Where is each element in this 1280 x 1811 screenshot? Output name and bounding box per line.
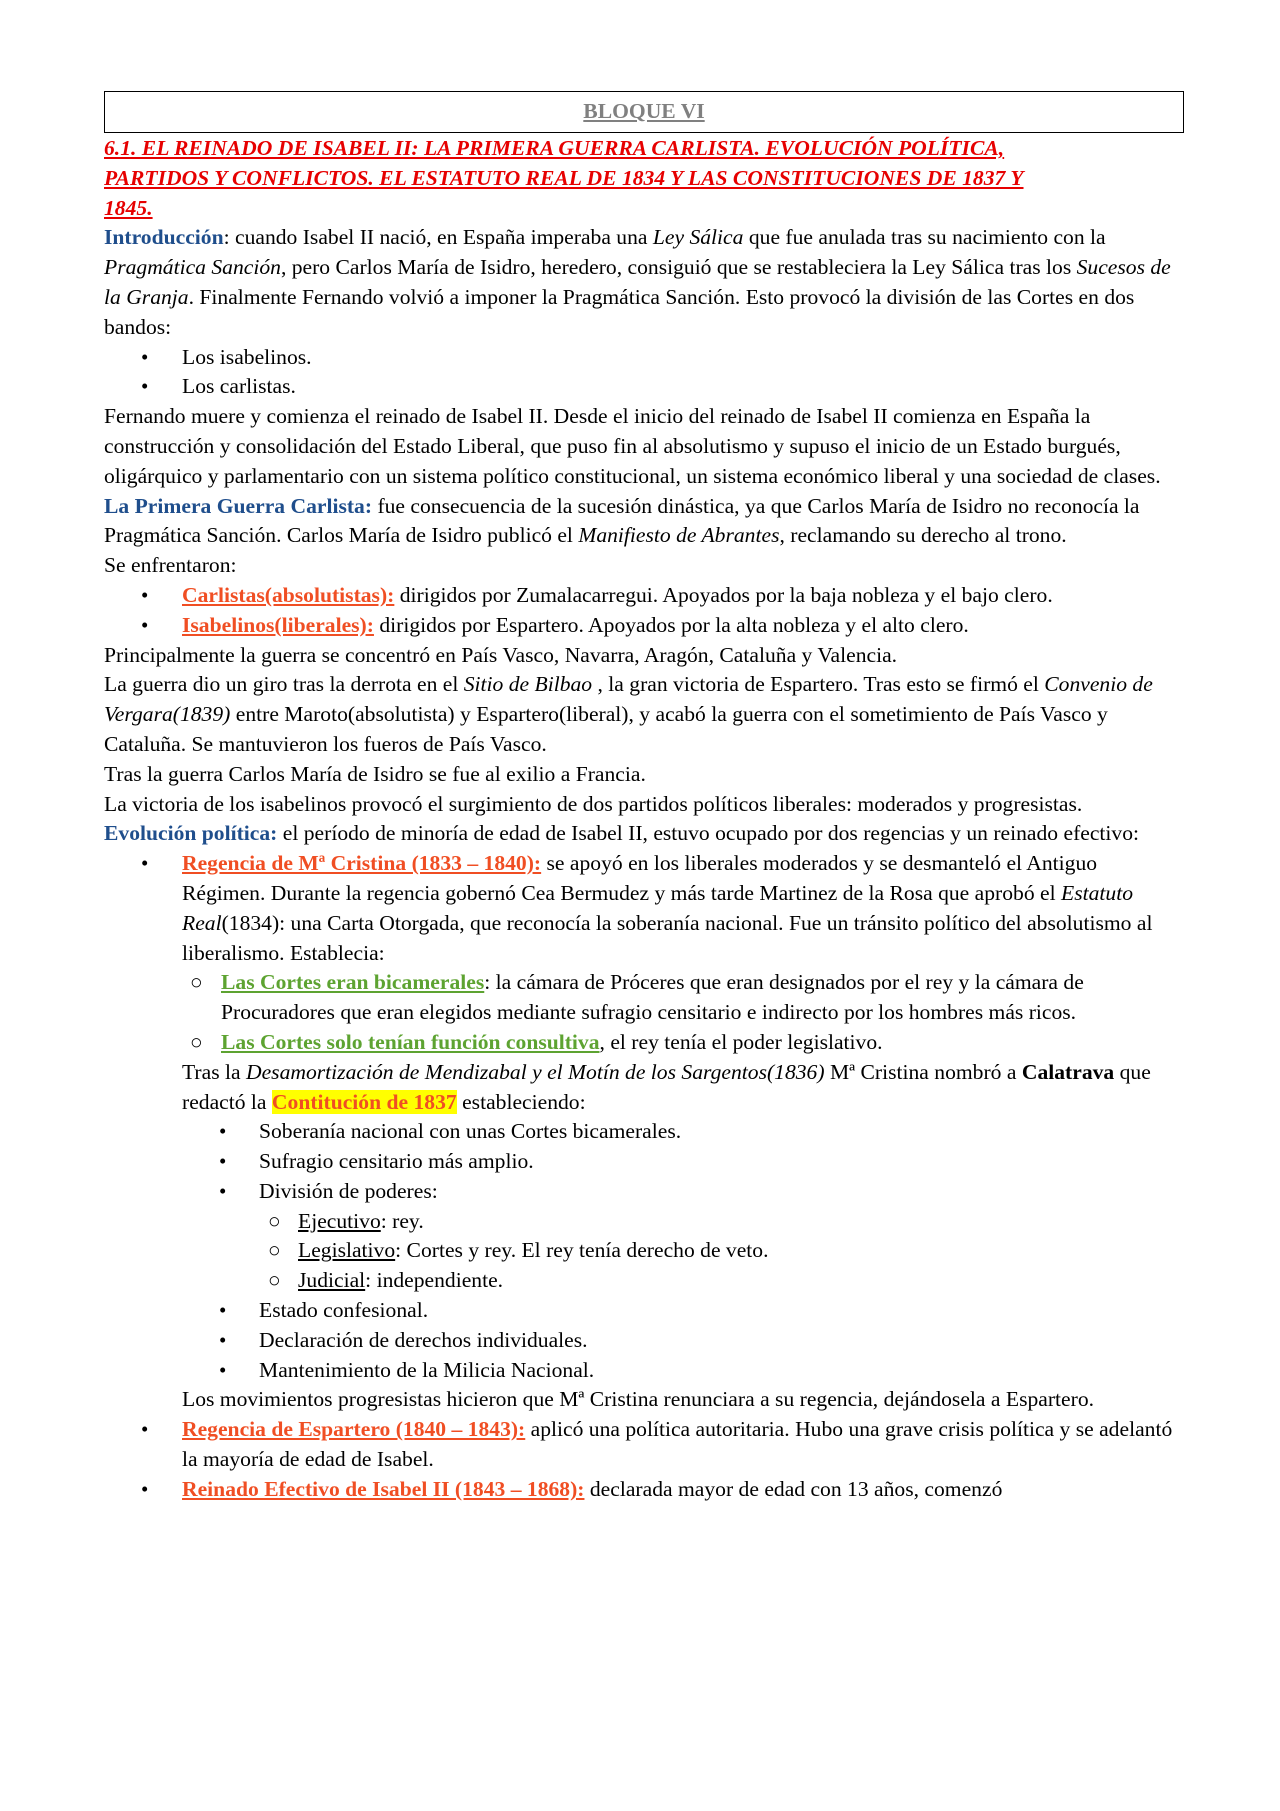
paragraph: Tras la guerra Carlos María de Isidro se fue al exilio a Francia.	[104, 761, 646, 786]
list-item: • Regencia de Mª Cristina (1833 – 1840): se apoyó en los liberales moderados y se desmanteló el Antiguo Régimen. Durante la regencia gobernó Cea Bermudez y más tarde Martinez de la Rosa que aprobó el Estatuto Real(1834): una Carta Otorgada, que reconocía la soberanía nacional. Fue un tránsito político del absolutismo al liberalismo. Establecia:	[141, 851, 1153, 965]
paragraph: La victoria de los isabelinos provocó el surgimiento de dos partidos políticos liberales: moderados y progresistas.	[104, 791, 1083, 816]
intro-paragraph: Introducción: cuando Isabel II nació, en España imperaba una Ley Sálica que fue anulada tras su nacimiento con la Pragmática Sanción, pero Carlos María de Isidro, heredero, consiguió que se restableciera la Ley Sálica tras los Sucesos de la Granja. Finalmente Fernando volvió a imponer la Pragmática Sanción. Esto provocó la división de las Cortes en dos bandos:	[104, 225, 1171, 339]
list-item: • Estado confesional.	[104, 1296, 1184, 1326]
bullet-icon: •	[219, 1178, 227, 1203]
circle-bullet-icon: ○	[268, 1268, 281, 1293]
list-item: • Soberanía nacional con unas Cortes bicamerales.	[104, 1117, 1184, 1147]
bullet-icon: •	[219, 1357, 227, 1382]
list-item: • Carlistas(absolutistas): dirigidos por Zumalacarregui. Apoyados por la baja nobleza y el bajo clero.	[104, 581, 1184, 611]
bullet-icon: •	[141, 374, 149, 399]
list-item: • Reinado Efectivo de Isabel II (1843 – 1868): declarada mayor de edad con 13 años, comenzó	[104, 1475, 1184, 1505]
circle-bullet-icon: ○	[268, 1238, 281, 1263]
paragraph: Tras la Desamortización de Mendizabal y el Motín de los Sargentos(1836) Mª Cristina nombró a Calatrava que redactó la Contitución de 1837 estableciendo:	[182, 1059, 1151, 1114]
bullet-icon: •	[219, 1298, 227, 1323]
list-item: • División de poderes:	[104, 1177, 1184, 1207]
list-item: • Los carlistas.	[104, 372, 1184, 402]
list-item: • Los isabelinos.	[104, 343, 1184, 373]
bullet-icon: •	[219, 1327, 227, 1352]
intro-paragraph-2: Fernando muere y comienza el reinado de Isabel II. Desde el inicio del reinado de Isabel II comienza en España la construcción y consolidación del Estado Liberal, que puso fin al absolutismo y supuso el inicio de un Estado burgués, oligárquico y parlamentario con un sistema político constitucional, un sistema económico liberal y una sociedad de clases.	[104, 404, 1161, 488]
bullet-icon: •	[141, 851, 149, 876]
circle-bullet-icon: ○	[268, 1208, 281, 1233]
block-header-box	[104, 91, 1184, 133]
bullet-icon: •	[219, 1149, 227, 1174]
list-item: • Mantenimiento de la Milicia Nacional.	[104, 1356, 1184, 1386]
list-item: • Isabelinos(liberales): dirigidos por Espartero. Apoyados por la alta nobleza y el alto clero.	[104, 611, 1184, 641]
paragraph: Los movimientos progresistas hicieron que Mª Cristina renunciara a su regencia, dejándosela a Espartero.	[182, 1387, 1095, 1412]
evolucion-label: Evolución política:	[104, 821, 278, 846]
sub-list-item: ○ Las Cortes solo tenían función consultiva, el rey tenía el poder legislativo.	[104, 1028, 1184, 1058]
circle-bullet-icon: ○	[190, 1029, 203, 1054]
highlighted-constitution: Contitución de 1837	[271, 1089, 457, 1114]
bullet-icon: •	[141, 612, 149, 637]
bullet-icon: •	[141, 582, 149, 607]
paragraph: Principalmente la guerra se concentró en País Vasco, Navarra, Aragón, Cataluña y Valencia.	[104, 642, 898, 667]
evolucion-paragraph: Evolución política: el período de minoría de edad de Isabel II, estuvo ocupado por dos regencias y un reinado efectivo:	[104, 821, 1140, 846]
sub-list-item: ○ Ejecutivo: rey.	[104, 1207, 1184, 1237]
document-page	[104, 91, 1184, 1505]
block-title: BLOQUE VI	[583, 99, 705, 123]
enfrentaron-text: Se enfrentaron:	[104, 553, 237, 578]
list-item: • Declaración de derechos individuales.	[104, 1326, 1184, 1356]
sub-list-item: ○ Legislativo: Cortes y rey. El rey tenía derecho de veto.	[104, 1236, 1184, 1266]
guerra-label: La Primera Guerra Carlista:	[104, 493, 373, 518]
bullet-icon: •	[141, 1417, 149, 1442]
sub-list-item: ○ Las Cortes eran bicamerales: la cámara de Próceres que eran designados por el rey y la cámara de Procuradores que eran elegidos mediante sufragio censitario e indirecto por los hombres más ricos.	[190, 970, 1084, 1025]
circle-bullet-icon: ○	[190, 970, 203, 995]
bullet-icon: •	[141, 344, 149, 369]
section-title: 6.1. EL REINADO DE ISABEL II: LA PRIMERA GUERRA CARLISTA. EVOLUCIÓN POLÍTICA, PARTIDOS Y CONFLICTOS. EL ESTATUTO REAL DE 1834 Y LAS CONSTITUCIONES DE 1837 Y 1845.	[104, 136, 1024, 220]
list-item: • Regencia de Espartero (1840 – 1843): aplicó una política autoritaria. Hubo una grave crisis política y se adelantó la mayoría de edad de Isabel.	[141, 1417, 1173, 1472]
paragraph: La guerra dio un giro tras la derrota en el Sitio de Bilbao , la gran victoria de Espartero. Tras esto se firmó el Convenio de Vergara(1839) entre Maroto(absolutista) y Espartero(liberal), y acabó la guerra con el sometimiento de País Vasco y Cataluña. Se mantuvieron los fueros de País Vasco.	[104, 672, 1153, 756]
bullet-icon: •	[219, 1119, 227, 1144]
list-item: • Sufragio censitario más amplio.	[104, 1147, 1184, 1177]
guerra-paragraph: La Primera Guerra Carlista: fue consecuencia de la sucesión dinástica, ya que Carlos María de Isidro no reconocía la Pragmática Sanción. Carlos María de Isidro publicó el Manifiesto de Abrantes, reclamando su derecho al trono.	[104, 493, 1140, 548]
intro-label: Introducción	[104, 225, 224, 250]
sub-list-item: ○ Judicial: independiente.	[104, 1266, 1184, 1296]
bullet-icon: •	[141, 1476, 149, 1501]
